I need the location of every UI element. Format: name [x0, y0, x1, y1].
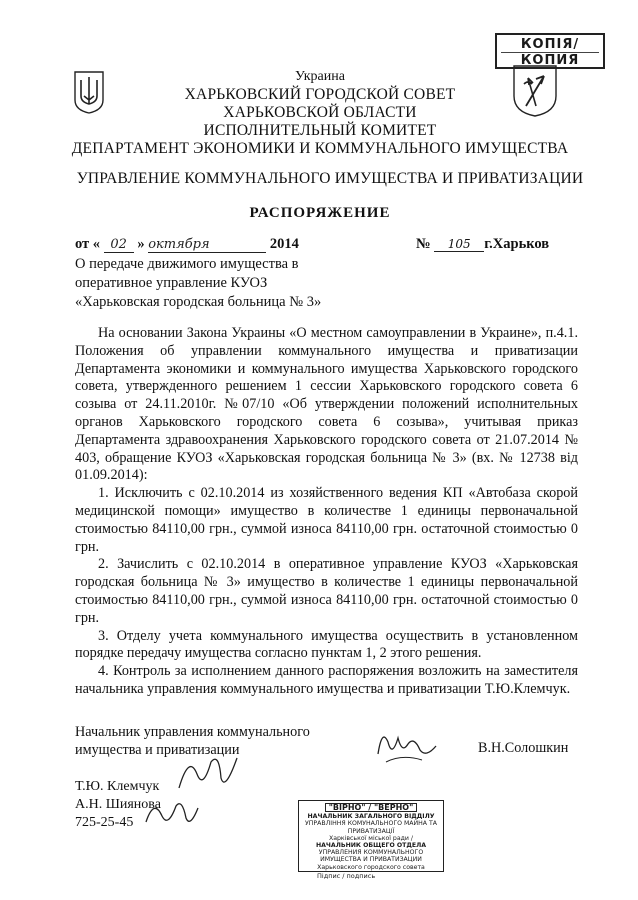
subject-line: О передаче движимого имущества в	[75, 256, 299, 272]
handwritten-signature-icon	[372, 724, 442, 768]
preamble-paragraph: На основании Закона Украины «О местном самоуправлении в Украине», п.4.1. Положения об управлении коммунального имущества и приватизации Департамента экономики и коммунального имущества Харьковского городского совета, утвержденного решением 1 сессии Харьковского городского совета 6 созыва от 24.11.2010г. №07/10 «Об утверждении положений исполнительных органов Харьковского городского совета 6 созыва», учитывая приказ Департамента здравоохранения Харьковского городского совета от 21.07.2014 № 403, обращение КУОЗ «Харьковская городская больница № 3» (вх. № 12738 від 01.09.2014):	[75, 325, 578, 484]
verify-stamp-signature-line: Підпис / подпись	[317, 871, 376, 880]
date-day: 02	[104, 237, 134, 253]
header-department: ДЕПАРТАМЕНТ ЭКОНОМИКИ И КОММУНАЛЬНОГО ИМУЩЕСТВА	[71, 140, 569, 157]
verify-stamp-line: УПРАВЛЕНИЯ КОММУНАЛЬНОГО ИМУЩЕСТВА И ПРИВАТИЗАЦИИ	[318, 849, 424, 864]
order-item: 1. Исключить с 02.10.2014 из хозяйственного ведения КП «Автобаза скорой медицинской помощи» имущество в количестве 1 единицы первоначальной стоимостью 84110,00 грн., суммой износа 84110,00 грн. остаточной стоимостью 0 грн.	[75, 485, 578, 555]
copy-stamp-line2: КОПИЯ	[520, 53, 580, 68]
subject-line: оперативное управление КУОЗ	[75, 275, 268, 291]
initials-signature-icon	[142, 794, 202, 830]
signatory-title-line1: Начальник управления коммунального	[75, 724, 310, 740]
date-mid: »	[137, 236, 145, 252]
verify-stamp-line: НАЧАЛЬНИК ОБЩЕГО ОТДЕЛА	[315, 842, 427, 850]
number-city: г.Харьков	[484, 236, 550, 252]
document-subject	[75, 255, 321, 312]
order-item: 4. Контроль за исполнением данного распоряжения возложить на заместителя начальника управления коммунального имущества и приватизации Т.Ю.Клемчук.	[75, 663, 578, 697]
copy-stamp-line1: КОПІЯ/	[501, 37, 599, 53]
number-value: 105	[434, 237, 484, 252]
date-month: октября	[148, 237, 266, 253]
verification-stamp	[298, 800, 444, 880]
verify-stamp-line: Харківської міської ради /	[328, 834, 414, 842]
order-item: 2. Зачислить с 02.10.2014 в оперативное управление КУОЗ «Харьковская городская больница № 3» имущество в количестве 1 единицы первоначальной стоимостью 84110,00 грн., суммой износа 84110,00 грн. остаточной стоимостью 0 грн.	[75, 556, 578, 626]
document-body	[75, 325, 578, 699]
number-line	[416, 236, 549, 253]
header-council: ХАРЬКОВСКИЙ ГОРОДСКОЙ СОВЕТ	[184, 86, 456, 103]
executor-name: А.Н. Шиянова	[75, 797, 161, 812]
document-type: РАСПОРЯЖЕНИЕ	[249, 205, 391, 221]
order-item: 3. Отделу учета коммунального имущества осуществить в установленном порядке передачу имущества согласно пунктам 1, 2 этого решения.	[75, 627, 578, 662]
document-header	[60, 68, 580, 158]
number-prefix: №	[416, 236, 431, 252]
header-committee: ИСПОЛНИТЕЛЬНЫЙ КОМИТЕТ	[203, 122, 437, 139]
signatory-title-line2: имущества и приватизации	[75, 742, 240, 758]
date-year: 2014	[269, 236, 299, 252]
header-country: Украина	[295, 69, 345, 84]
signatory-name: В.Н.Солошкин	[478, 740, 569, 756]
verify-stamp-line: Харьковского городского совета	[317, 863, 425, 871]
date-line	[75, 236, 299, 253]
date-prefix: от «	[75, 236, 101, 252]
division-title: УПРАВЛЕНИЕ КОММУНАЛЬНОГО ИМУЩЕСТВА И ПРИВАТИЗАЦИИ	[76, 170, 584, 187]
verify-stamp-line: УПРАВЛІННЯ КОМУНАЛЬНОГО МАЙНА ТА ПРИВАТИЗАЦІЇ	[304, 820, 438, 835]
initials-signature-icon	[175, 748, 245, 796]
subject-line: «Харьковская городская больница № 3»	[75, 294, 322, 310]
executor-phone: 725-25-45	[75, 815, 134, 830]
verify-stamp-head: "ВІРНО" / "ВЕРНО"	[325, 803, 418, 812]
header-region: ХАРЬКОВСКОЙ ОБЛАСТИ	[223, 104, 417, 121]
executor-name: Т.Ю. Клемчук	[75, 779, 160, 794]
verify-stamp-line: НАЧАЛЬНИК ЗАГАЛЬНОГО ВІДДІЛУ	[307, 813, 435, 821]
